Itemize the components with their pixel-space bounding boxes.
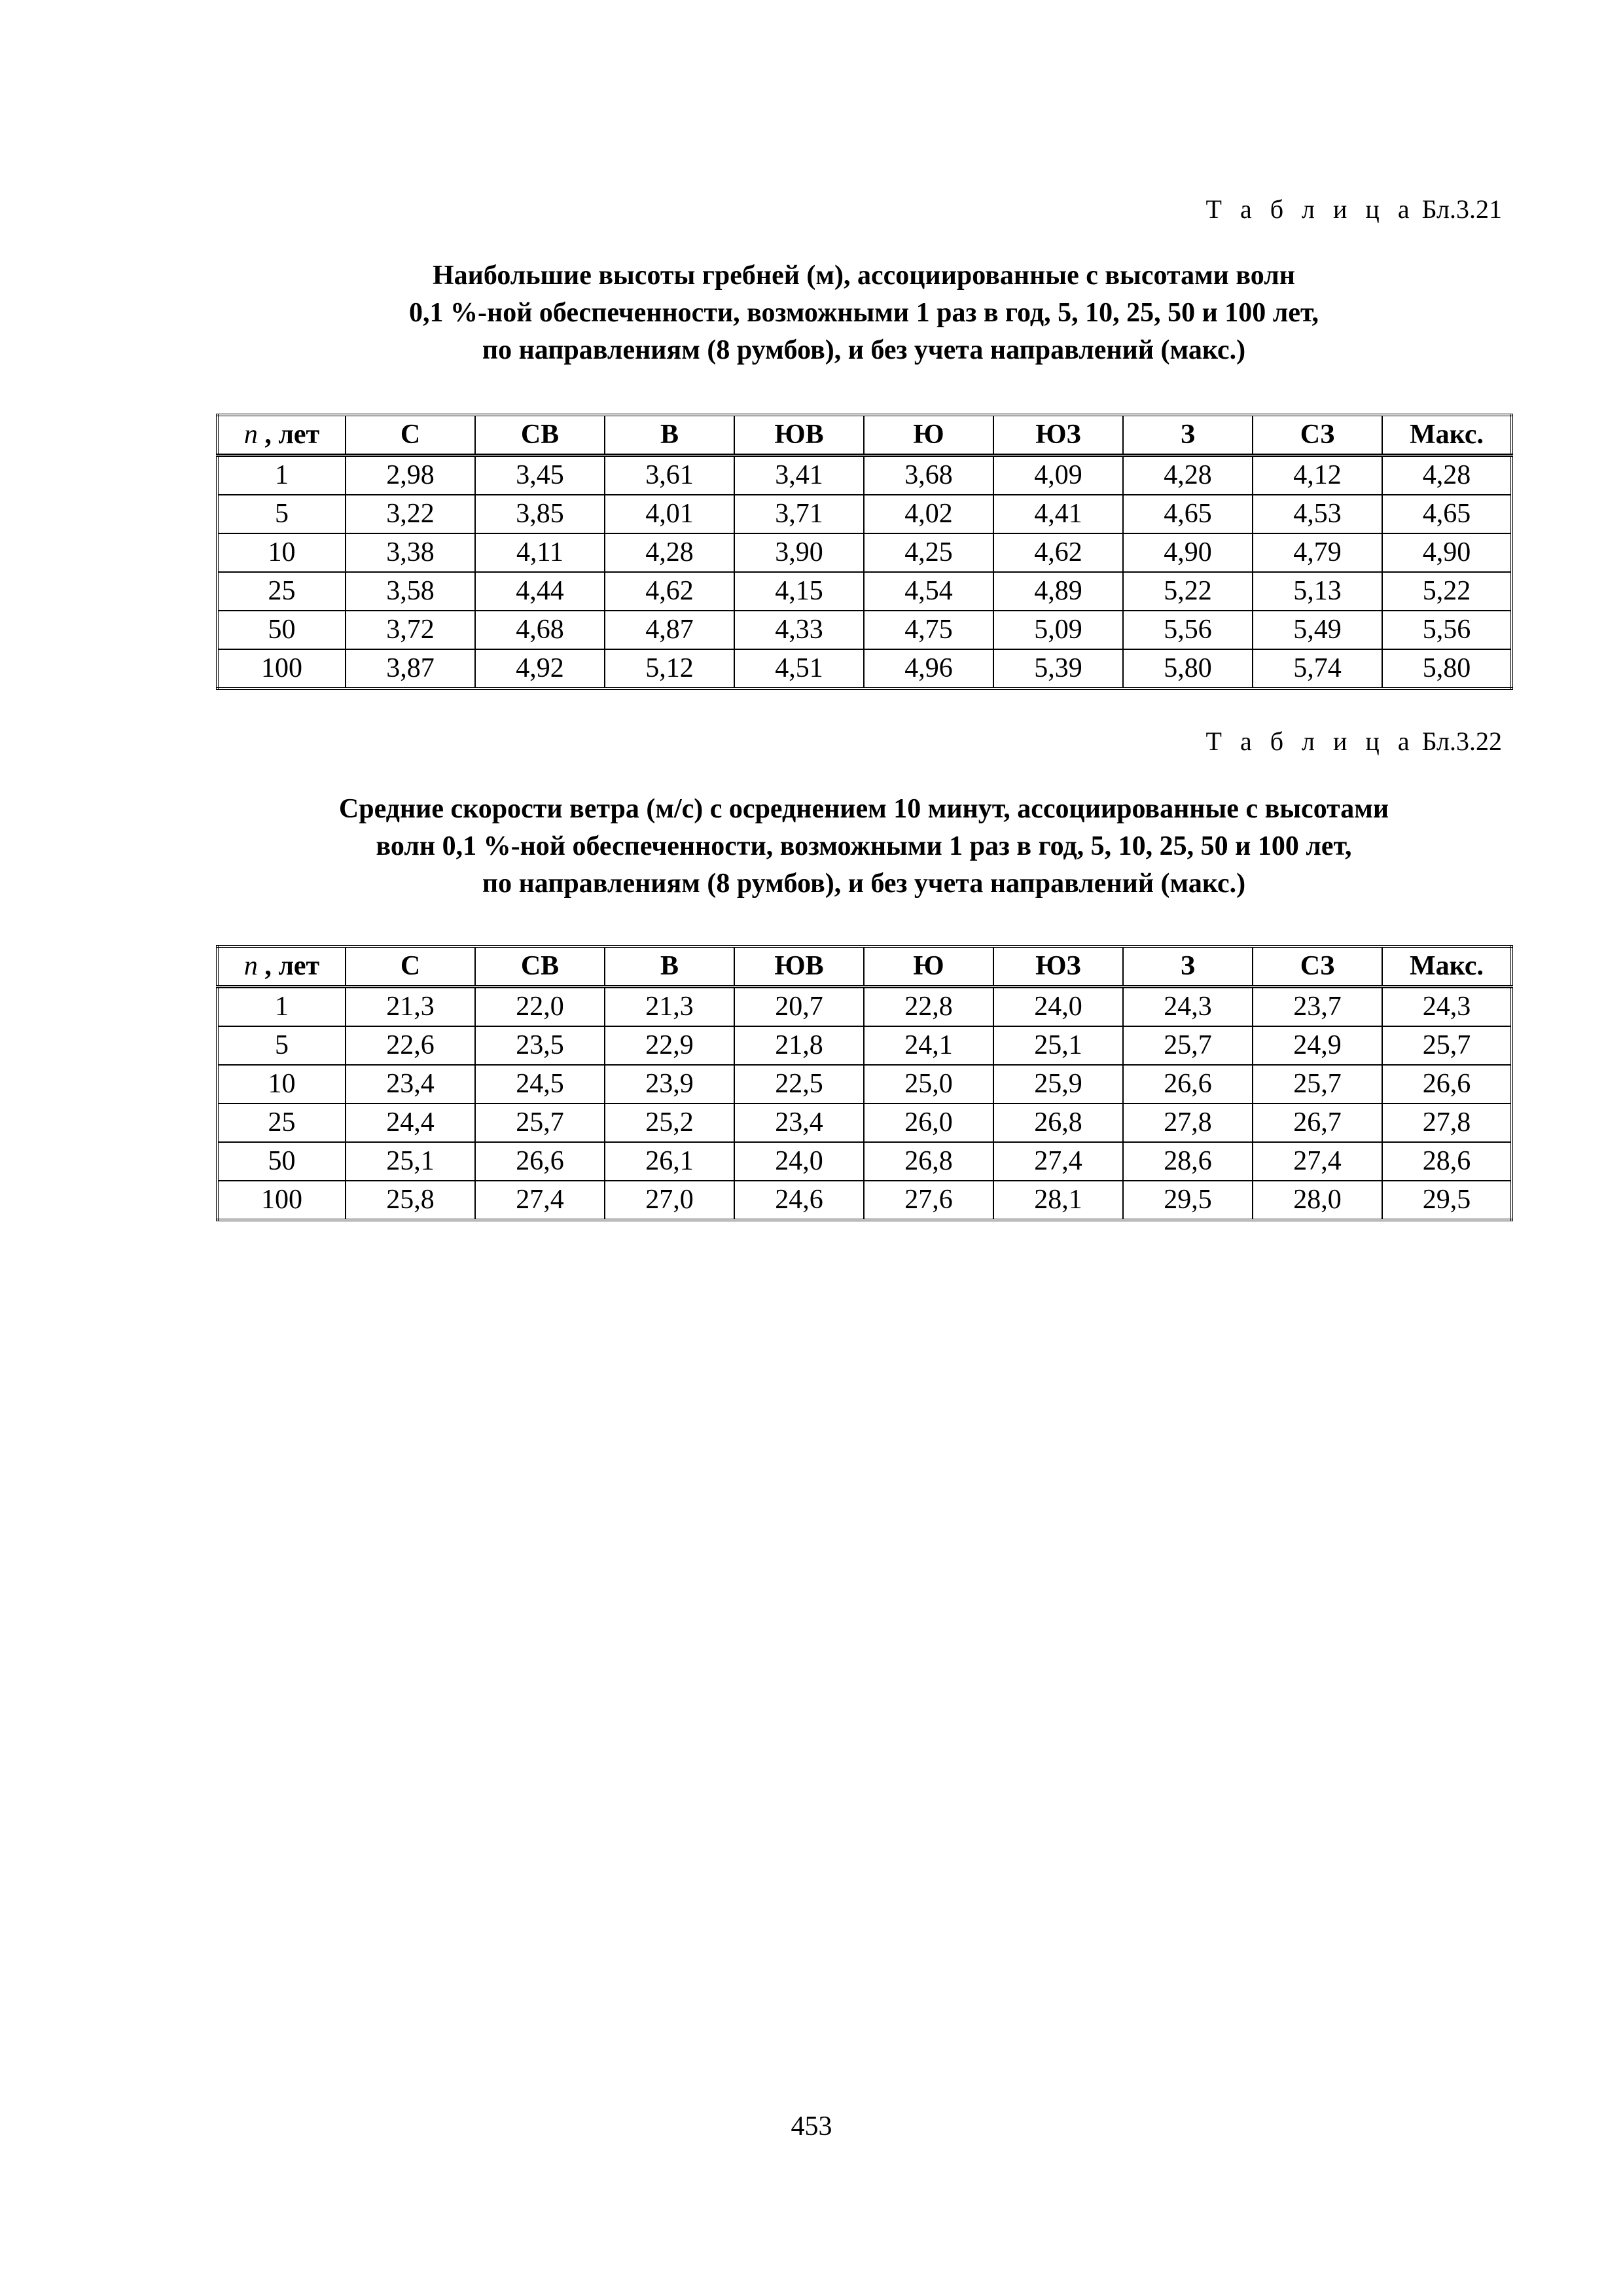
cell-value: 4,68 — [475, 611, 605, 649]
cell-value: 21,8 — [734, 1026, 864, 1065]
page-number: 453 — [791, 2111, 832, 2142]
table-1-label-prefix: Т а б л и ц а — [1205, 194, 1416, 224]
cell-max: 5,22 — [1382, 572, 1512, 611]
table-row — [217, 1065, 1512, 1103]
cell-value: 5,74 — [1253, 649, 1382, 689]
cell-years: 1 — [217, 456, 346, 495]
cell-value: 5,13 — [1253, 572, 1382, 611]
cell-value: 4,15 — [734, 572, 864, 611]
cell-value: 4,92 — [475, 649, 605, 689]
cell-value: 22,8 — [864, 987, 993, 1027]
cell-max: 26,6 — [1382, 1065, 1512, 1103]
cell-value: 28,6 — [1123, 1142, 1253, 1181]
header-years-unit: , лет — [257, 951, 320, 981]
cell-value: 5,22 — [1123, 572, 1253, 611]
cell-value: 5,09 — [993, 611, 1123, 649]
cell-value: 3,72 — [346, 611, 475, 649]
cell-years: 25 — [217, 1103, 346, 1142]
table-row — [217, 1142, 1512, 1181]
cell-value: 4,41 — [993, 495, 1123, 533]
cell-value: 3,45 — [475, 456, 605, 495]
cell-value: 24,0 — [993, 987, 1123, 1027]
cell-value: 22,9 — [605, 1026, 734, 1065]
table-row — [217, 611, 1512, 649]
caption-line: Наибольшие высоты гребней (м), ассоциированные с высотами волн — [433, 260, 1295, 291]
cell-max: 27,8 — [1382, 1103, 1512, 1142]
cell-value: 20,7 — [734, 987, 864, 1027]
table-1-label — [1206, 194, 1502, 224]
cell-value: 25,1 — [346, 1142, 475, 1181]
cell-value: 24,4 — [346, 1103, 475, 1142]
cell-value: 5,80 — [1123, 649, 1253, 689]
header-direction: З — [1123, 415, 1253, 456]
cell-value: 4,28 — [605, 533, 734, 572]
cell-value: 4,65 — [1123, 495, 1253, 533]
cell-value: 4,09 — [993, 456, 1123, 495]
cell-value: 26,0 — [864, 1103, 993, 1142]
cell-value: 4,54 — [864, 572, 993, 611]
cell-value: 21,3 — [346, 987, 475, 1027]
header-direction: В — [605, 415, 734, 456]
cell-value: 4,01 — [605, 495, 734, 533]
table-row — [217, 1103, 1512, 1142]
cell-value: 5,39 — [993, 649, 1123, 689]
cell-years: 1 — [217, 987, 346, 1027]
cell-value: 4,44 — [475, 572, 605, 611]
caption-line: волн 0,1 %-ной обеспеченности, возможными 1 раз в год, 5, 10, 25, 50 и 100 лет, — [376, 831, 1352, 861]
cell-value: 24,1 — [864, 1026, 993, 1065]
cell-value: 26,8 — [864, 1142, 993, 1181]
caption-line: по направлениям (8 румбов), и без учета направлений (макс.) — [482, 869, 1246, 899]
header-direction: ЮВ — [734, 415, 864, 456]
header-direction: Ю — [864, 946, 993, 987]
cell-value: 4,28 — [1123, 456, 1253, 495]
cell-max: 5,80 — [1382, 649, 1512, 689]
table-1-wave-crest-heights — [216, 414, 1513, 690]
table-row — [217, 649, 1512, 689]
cell-value: 5,12 — [605, 649, 734, 689]
caption-line: Средние скорости ветра (м/с) с осреднением 10 минут, ассоциированные с высотами — [338, 794, 1389, 824]
cell-value: 4,33 — [734, 611, 864, 649]
cell-value: 24,0 — [734, 1142, 864, 1181]
table-2-label-prefix: Т а б л и ц а — [1205, 726, 1416, 756]
table-row — [217, 495, 1512, 533]
cell-value: 5,56 — [1123, 611, 1253, 649]
cell-value: 24,3 — [1123, 987, 1253, 1027]
cell-value: 3,38 — [346, 533, 475, 572]
cell-value: 3,85 — [475, 495, 605, 533]
cell-value: 25,0 — [864, 1065, 993, 1103]
cell-max: 4,65 — [1382, 495, 1512, 533]
cell-value: 23,7 — [1253, 987, 1382, 1027]
cell-value: 25,2 — [605, 1103, 734, 1142]
cell-value: 3,87 — [346, 649, 475, 689]
cell-value: 4,12 — [1253, 456, 1382, 495]
cell-value: 24,5 — [475, 1065, 605, 1103]
cell-value: 3,58 — [346, 572, 475, 611]
cell-value: 3,90 — [734, 533, 864, 572]
cell-value: 27,4 — [475, 1181, 605, 1220]
caption-line: по направлениям (8 румбов), и без учета направлений (макс.) — [482, 335, 1246, 365]
header-n-symbol: n — [243, 951, 258, 981]
cell-value: 21,3 — [605, 987, 734, 1027]
cell-value: 2,98 — [346, 456, 475, 495]
table-2-caption — [216, 791, 1512, 903]
cell-value: 4,96 — [864, 649, 993, 689]
cell-value: 27,8 — [1123, 1103, 1253, 1142]
table-header-row — [217, 415, 1512, 456]
cell-value: 24,9 — [1253, 1026, 1382, 1065]
cell-value: 3,22 — [346, 495, 475, 533]
table-row — [217, 533, 1512, 572]
table-1-label-number: Бл.3.21 — [1421, 194, 1502, 224]
cell-value: 26,8 — [993, 1103, 1123, 1142]
table-2-body — [217, 987, 1512, 1221]
header-direction: СЗ — [1253, 946, 1382, 987]
cell-value: 4,62 — [993, 533, 1123, 572]
header-years — [217, 415, 346, 456]
cell-value: 26,6 — [1123, 1065, 1253, 1103]
cell-years: 5 — [217, 495, 346, 533]
cell-max: 4,28 — [1382, 456, 1512, 495]
header-direction: ЮЗ — [993, 946, 1123, 987]
cell-value: 29,5 — [1123, 1181, 1253, 1220]
cell-value: 3,68 — [864, 456, 993, 495]
cell-max: 5,56 — [1382, 611, 1512, 649]
header-direction: С — [346, 415, 475, 456]
cell-years: 5 — [217, 1026, 346, 1065]
cell-value: 3,61 — [605, 456, 734, 495]
cell-value: 4,89 — [993, 572, 1123, 611]
table-row — [217, 1181, 1512, 1220]
cell-value: 4,79 — [1253, 533, 1382, 572]
cell-value: 26,1 — [605, 1142, 734, 1181]
caption-line: 0,1 %-ной обеспеченности, возможными 1 раз в год, 5, 10, 25, 50 и 100 лет, — [409, 298, 1319, 328]
header-direction: СВ — [475, 415, 605, 456]
cell-years: 100 — [217, 649, 346, 689]
cell-max: 28,6 — [1382, 1142, 1512, 1181]
cell-value: 25,8 — [346, 1181, 475, 1220]
header-max: Макс. — [1382, 946, 1512, 987]
table-2-label-number: Бл.3.22 — [1421, 726, 1502, 756]
cell-value: 23,4 — [734, 1103, 864, 1142]
cell-years: 50 — [217, 1142, 346, 1181]
header-direction: ЮЗ — [993, 415, 1123, 456]
header-direction: С — [346, 946, 475, 987]
table-2-label — [1206, 726, 1502, 757]
header-n-symbol: n — [243, 420, 258, 450]
table-header-row — [217, 946, 1512, 987]
cell-value: 22,5 — [734, 1065, 864, 1103]
cell-value: 27,0 — [605, 1181, 734, 1220]
cell-value: 5,49 — [1253, 611, 1382, 649]
cell-value: 4,11 — [475, 533, 605, 572]
cell-value: 24,6 — [734, 1181, 864, 1220]
header-years-unit: , лет — [257, 420, 320, 450]
cell-value: 3,71 — [734, 495, 864, 533]
cell-years: 50 — [217, 611, 346, 649]
cell-years: 25 — [217, 572, 346, 611]
header-years — [217, 946, 346, 987]
cell-years: 10 — [217, 1065, 346, 1103]
cell-value: 23,5 — [475, 1026, 605, 1065]
cell-value: 4,75 — [864, 611, 993, 649]
cell-value: 4,51 — [734, 649, 864, 689]
cell-value: 4,53 — [1253, 495, 1382, 533]
cell-value: 4,25 — [864, 533, 993, 572]
cell-value: 4,87 — [605, 611, 734, 649]
table-2-wind-speeds — [216, 945, 1513, 1221]
table-1-caption — [216, 257, 1512, 369]
header-direction: З — [1123, 946, 1253, 987]
cell-max: 25,7 — [1382, 1026, 1512, 1065]
header-direction: СЗ — [1253, 415, 1382, 456]
cell-value: 25,1 — [993, 1026, 1123, 1065]
header-direction: В — [605, 946, 734, 987]
cell-value: 25,9 — [993, 1065, 1123, 1103]
cell-value: 25,7 — [475, 1103, 605, 1142]
cell-value: 4,90 — [1123, 533, 1253, 572]
cell-value: 26,7 — [1253, 1103, 1382, 1142]
cell-value: 23,9 — [605, 1065, 734, 1103]
cell-max: 29,5 — [1382, 1181, 1512, 1220]
cell-value: 27,4 — [1253, 1142, 1382, 1181]
cell-max: 24,3 — [1382, 987, 1512, 1027]
cell-value: 22,6 — [346, 1026, 475, 1065]
header-direction: СВ — [475, 946, 605, 987]
cell-value: 23,4 — [346, 1065, 475, 1103]
header-direction: ЮВ — [734, 946, 864, 987]
cell-years: 10 — [217, 533, 346, 572]
cell-max: 4,90 — [1382, 533, 1512, 572]
table-row — [217, 572, 1512, 611]
cell-value: 4,02 — [864, 495, 993, 533]
table-row — [217, 987, 1512, 1027]
cell-value: 3,41 — [734, 456, 864, 495]
cell-value: 26,6 — [475, 1142, 605, 1181]
cell-value: 25,7 — [1123, 1026, 1253, 1065]
table-row — [217, 1026, 1512, 1065]
cell-value: 27,6 — [864, 1181, 993, 1220]
table-1-body — [217, 456, 1512, 689]
cell-value: 27,4 — [993, 1142, 1123, 1181]
cell-value: 4,62 — [605, 572, 734, 611]
header-direction: Ю — [864, 415, 993, 456]
cell-value: 25,7 — [1253, 1065, 1382, 1103]
table-row — [217, 456, 1512, 495]
cell-value: 22,0 — [475, 987, 605, 1027]
header-max: Макс. — [1382, 415, 1512, 456]
cell-value: 28,0 — [1253, 1181, 1382, 1220]
cell-years: 100 — [217, 1181, 346, 1220]
cell-value: 28,1 — [993, 1181, 1123, 1220]
